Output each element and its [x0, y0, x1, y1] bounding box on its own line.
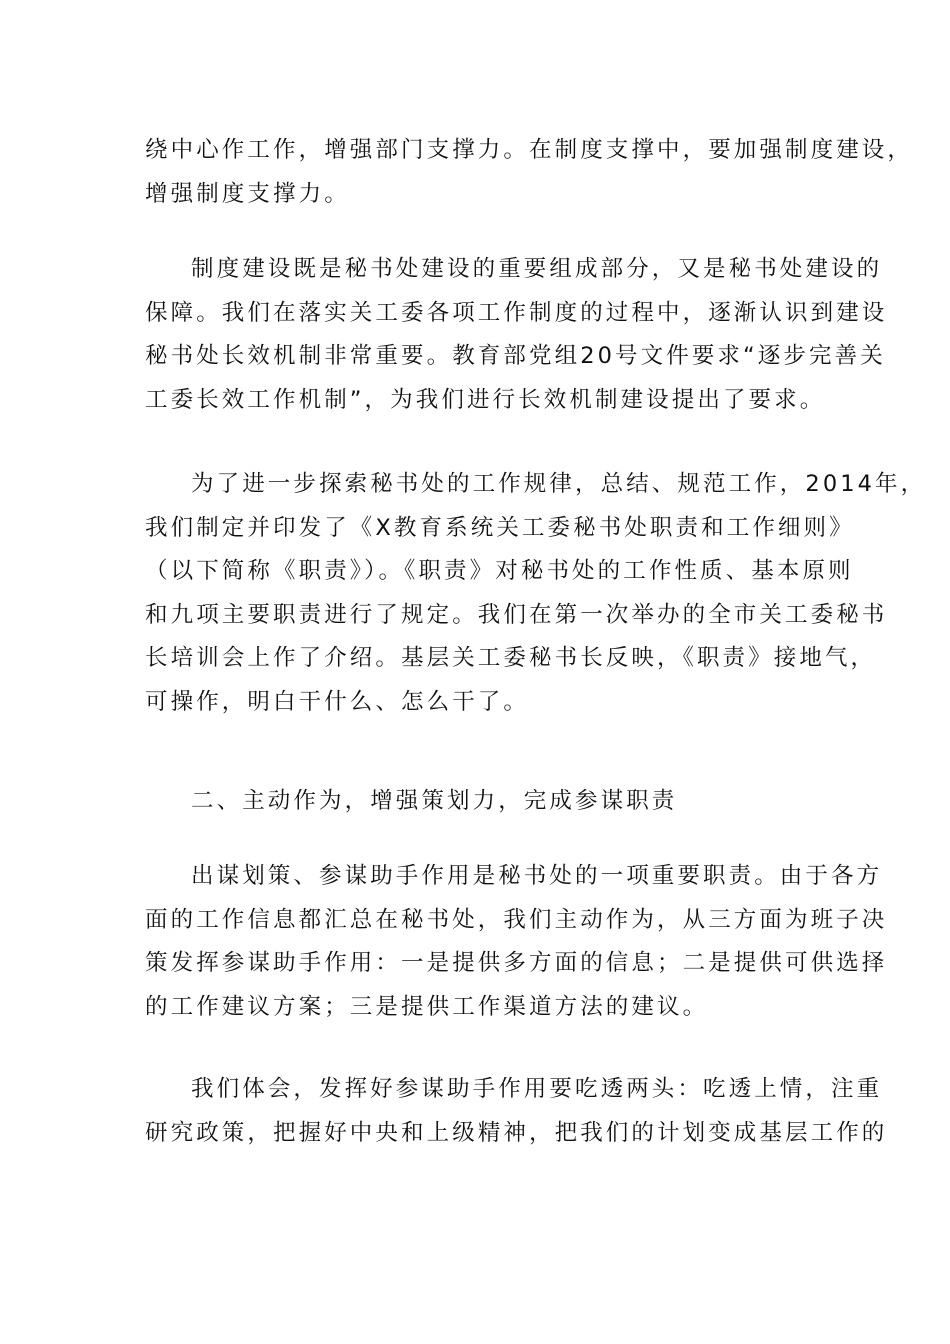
text-line: 我们体会，发挥好参谋助手作用要吃透两头：吃透上情，注重: [191, 1076, 883, 1102]
text-line: 我们制定并印发了《X教育系统关工委秘书处职责和工作细则》: [145, 514, 855, 541]
paragraph-2: [145, 248, 888, 422]
text-line: 长培训会上作了介绍。基层关工委秘书长反映，《职责》接地气，: [145, 645, 877, 671]
text-line: 策发挥参谋助手作用：一是提供多方面的信息；二是提供可供选择: [145, 950, 888, 976]
text-line: 增强制度支撑力。: [145, 180, 350, 207]
paragraph-1: [145, 129, 914, 216]
text-line: 秘书处长效机制非常重要。教育部党组20号文件要求“逐步完善关: [145, 343, 886, 369]
heading-text: 二、主动作为，增强策划力，完成参谋职责: [191, 788, 678, 814]
section-heading: [145, 780, 805, 824]
paragraph-3: [145, 463, 927, 724]
text-line: 出谋划策、参谋助手作用是秘书处的一项重要职责。由于各方: [191, 863, 883, 889]
text-line: 绕中心作工作，增强部门支撑力。在制度支撑中，要加强制度建设，: [145, 137, 914, 163]
text-line: 保障。我们在落实关工委各项工作制度的过程中，逐渐认识到建设: [145, 299, 888, 326]
text-line: 制度建设既是秘书处建设的重要组成部分，又是秘书处建设的: [191, 256, 883, 282]
text-line: 的工作建议方案；三是提供工作渠道方法的建议。: [145, 993, 709, 1020]
text-line: 为了进一步探索秘书处的工作规律，总结、规范工作，2014年，: [191, 471, 927, 497]
paragraph-6: [145, 1068, 888, 1155]
text-line: 和九项主要职责进行了规定。我们在第一次举办的全市关工委秘书: [145, 601, 888, 628]
text-line: 工委长效工作机制”，为我们进行长效机制建设提出了要求。: [145, 386, 826, 413]
text-line: （以下简称《职责》）。《职责》对秘书处的工作性质、基本原则: [145, 558, 854, 584]
paragraph-5: [145, 855, 888, 1029]
text-line: 面的工作信息都汇总在秘书处，我们主动作为，从三方面为班子决: [145, 906, 888, 933]
text-line: 可操作，明白干什么、怎么干了。: [145, 688, 530, 715]
text-line: 研究政策，把握好中央和上级精神，把我们的计划变成基层工作的: [145, 1119, 888, 1146]
